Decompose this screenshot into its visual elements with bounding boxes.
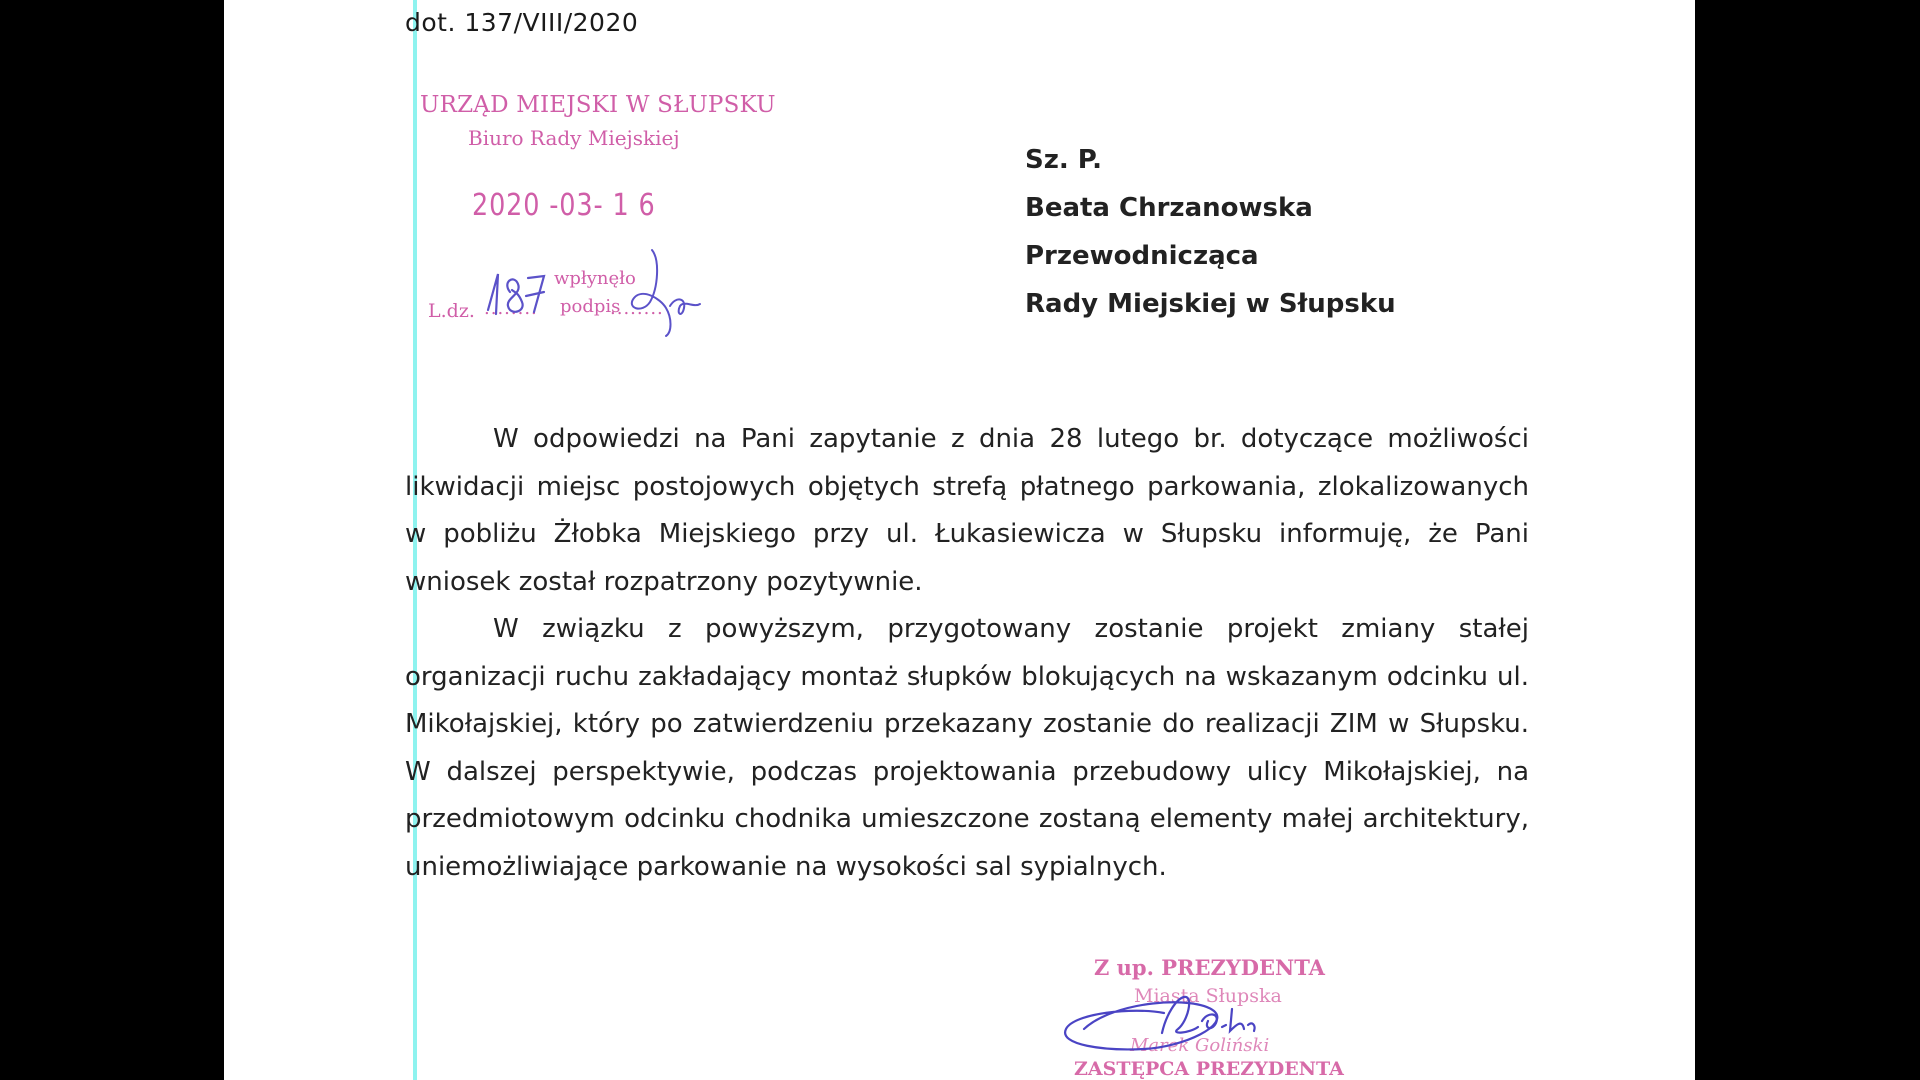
letter-body [405, 416, 1529, 891]
recipient-salutation: Sz. P. [1025, 145, 1102, 175]
stamp-received-label: wpłynęło [554, 268, 636, 289]
body-paragraph: W odpowiedzi na Pani zapytanie z dnia 28 lutego br. dotyczące możliwości likwidacji miejsc postojowych objętych strefą płatnego parkowania, zlokalizowanych w pobliżu Żłobka Miejskiego przy ul. Łukasiewicza w Słupsku informuję, że Pani wniosek został rozpatrzony pozytywnie. [405, 424, 1529, 597]
recipient-role: Przewodnicząca [1025, 241, 1259, 271]
reference-number: dot. 137/VIII/2020 [405, 8, 639, 37]
recipient-name: Beata Chrzanowska [1025, 193, 1313, 223]
stamp-signature-dots: ........ [610, 298, 664, 319]
body-paragraph: W związku z powyższym, przygotowany zostanie projekt zmiany stałej organizacji ruchu zakładający montaż słupków blokujących na wskazanym odcinku ul. Mikołajskiej, który po zatwierdzeniu przekazany zostanie do realizacji ZIM w Słupsku. W dalszej perspektywie, podczas projektowania przebudowy ulicy Mikołajskiej, na przedmiotowym odcinku chodnika umieszczone zostaną elementy małej architektury, uniemożliwiające parkowanie na wysokości sal sypialnych. [405, 614, 1529, 882]
document-page [224, 0, 1695, 1080]
signature-stamp-title: ZASTĘPCA PREZYDENTA [1074, 1058, 1344, 1080]
stamp-date: 2020 -03- 1 6 [472, 188, 656, 223]
signature-stamp-authority: Z up. PREZYDENTA [1094, 955, 1325, 980]
stamp-signature-label: podpis [560, 296, 621, 317]
registry-stamp [414, 92, 776, 342]
recipient-institution: Rady Miejskiej w Słupsku [1025, 289, 1396, 319]
signature-stamp-city: Miasta Słupska [1134, 985, 1282, 1007]
stamp-ldz-dots: ........ [484, 298, 538, 319]
stamp-bureau-name: Biuro Rady Miejskiej [468, 126, 680, 150]
handwritten-signature [1044, 955, 1384, 1080]
stamp-office-name: URZĄD MIEJSKI W SŁUPSKU [420, 92, 776, 118]
handwritten-registry-number [414, 92, 734, 342]
signature-stamp [1044, 955, 1384, 1080]
recipient-block [1025, 136, 1396, 328]
signature-stamp-name: Marek Goliński [1130, 1035, 1270, 1056]
stamp-ldz-label: L.dz. [428, 300, 475, 322]
